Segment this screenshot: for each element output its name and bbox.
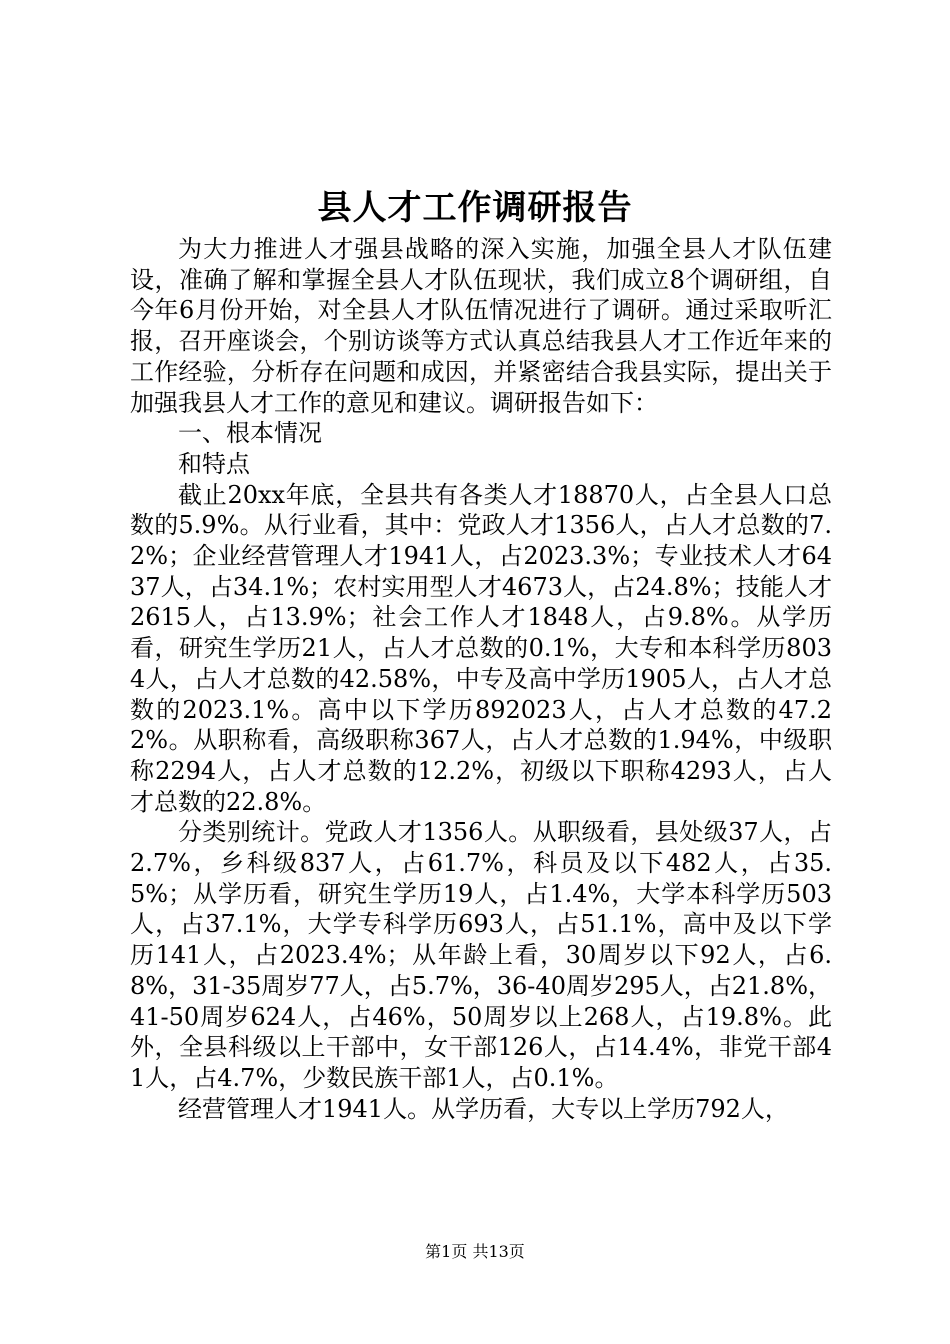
paragraph-overall-stats: 截止20xx年底，全县共有各类人才18870人，占全县人口总数的5.9%。从行业看，其中：党政人才1356人，占人才总数的7.2%；企业经营管理人才1941人，占2023.3%；专业技术人才6437人，占34.1%；农村实用型人才4673人，占24.8%；技能人才2615人，占13.9%；社会工作人才1848人，占9.8%。从学历看，研究生学历21人，占人才总数的0.1%，大专和本科学历8034人，占人才总数的42.58%，中专及高中学历1905人，占人才总数的2023.1%。高中以下学历892023人，占人才总数的47.22%。从职称看，高级职称367人，占人才总数的1.94%，中级职称2294人，占人才总数的12.2%，初级以下职称4293人，占人才总数的22.8%。 [130, 480, 832, 816]
paragraph-intro: 为大力推进人才强县战略的深入实施，加强全县人才队伍建设，准确了解和掌握全县人才队伍现状，我们成立8个调研组，自今年6月份开始，对全县人才队伍情况进行了调研。通过采取听汇报，召开座谈会，个别访谈等方式认真总结我县人才工作近年来的工作经验，分析存在问题和成因，并紧密结合我县实际，提出关于加强我县人才工作的意见和建议。调研报告如下： [130, 235, 832, 417]
document-body [130, 234, 832, 1124]
paragraph-category-stats: 分类别统计。党政人才1356人。从职级看，县处级37人，占2.7%，乡科级837人，占61.7%，科员及以下482人，占35.5%；从学历看，研究生学历19人，占1.4%，大学本科学历503人，占37.1%，大学专科学历693人，占51.1%，高中及以下学历141人，占2023.4%；从年龄上看，30周岁以下92人，占6.8%，31-35周岁77人，占5.7%，36-40周岁295人，占21.8%，41-50周岁624人，占46%，50周岁以上268人，占19.8%。此外，全县科级以上干部中，女干部126人，占14.4%，非党干部41人，占4.7%，少数民族干部1人，占0.1%。 [130, 818, 833, 1092]
section-heading: 一、根本情况 [178, 419, 322, 448]
paragraph-management-talent: 经营管理人才1941人。从学历看，大专以上学历792人， [178, 1094, 789, 1123]
section-heading-continued: 和特点 [178, 449, 250, 478]
document-title: 县人才工作调研报告 [317, 188, 633, 228]
page-number: 第1页 共13页 [425, 1242, 525, 1261]
